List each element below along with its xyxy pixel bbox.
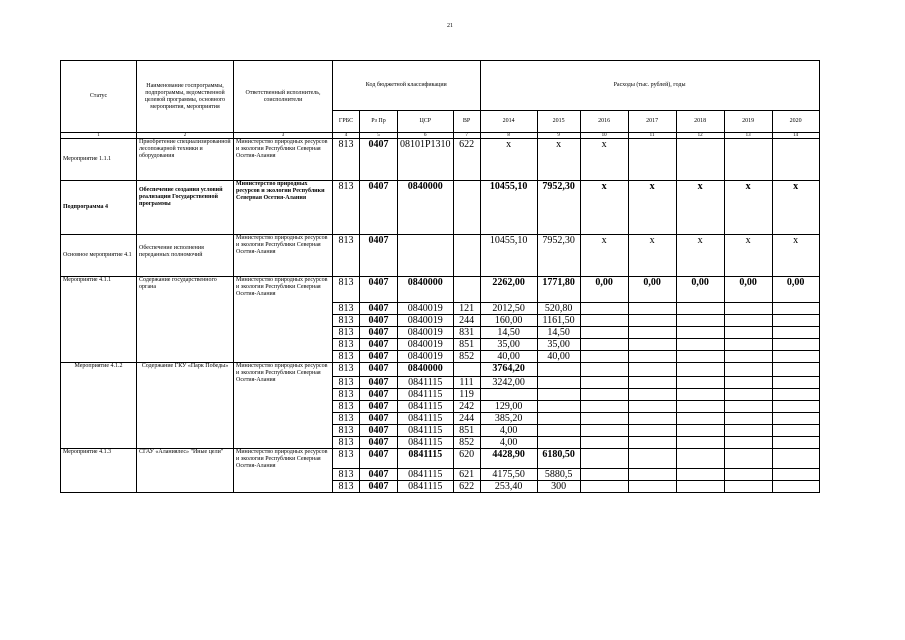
- cell-csr: 0841115: [398, 401, 454, 413]
- cell-expense: [580, 363, 628, 377]
- cell-expense: [724, 469, 772, 481]
- table-row: [61, 235, 820, 277]
- cell-expense: 35,00: [537, 339, 580, 351]
- header-expenses: Расходы (тыс. рублей), годы: [480, 61, 819, 111]
- row-name: Содержание государственного органа: [137, 277, 234, 363]
- cell-expense: [772, 363, 819, 377]
- cell-expense: [772, 339, 819, 351]
- cell-expense: [772, 401, 819, 413]
- cell-expense: х: [628, 181, 676, 235]
- table-row: [61, 181, 820, 235]
- row-executor: Министерство природных ресурсов и экологии Республики Северная Осетия-Алания: [234, 449, 333, 493]
- cell-expense: [537, 363, 580, 377]
- cell-expense: [580, 469, 628, 481]
- cell-expense: 7952,30: [537, 235, 580, 277]
- cell-vr: [453, 363, 480, 377]
- cell-expense: [724, 363, 772, 377]
- cell-grbs: 813: [333, 363, 360, 377]
- row-executor: Министерство природных ресурсов и экологии Республики Северная Осетия-Алания: [234, 235, 333, 277]
- cell-grbs: 813: [333, 449, 360, 469]
- row-name: СГАУ «Аланиялес» "Иные цели": [137, 449, 234, 493]
- header-year: 2016: [580, 111, 628, 133]
- header-executor: Ответственный исполнитель, соисполнители: [234, 61, 333, 133]
- cell-grbs: 813: [333, 437, 360, 449]
- cell-rzpr: 0407: [360, 351, 398, 363]
- cell-expense: [772, 413, 819, 425]
- row-executor: Министерство природных ресурсов и экологии Республики Северная Осетия-Алания: [234, 181, 333, 235]
- cell-expense: 300: [537, 481, 580, 493]
- cell-expense: 0,00: [628, 277, 676, 303]
- column-number: 8: [480, 133, 537, 139]
- cell-csr: 0840019: [398, 327, 454, 339]
- column-number: 1: [61, 133, 137, 139]
- cell-expense: х: [676, 235, 724, 277]
- cell-grbs: 813: [333, 389, 360, 401]
- cell-expense: [676, 413, 724, 425]
- cell-rzpr: 0407: [360, 449, 398, 469]
- cell-expense: [676, 425, 724, 437]
- cell-expense: 253,40: [480, 481, 537, 493]
- header-name: Наименование госпрограммы, подпрограммы, ведомственной целевой программы, основного мероприятия, мероприятия: [137, 61, 234, 133]
- cell-expense: [724, 377, 772, 389]
- column-number: 10: [580, 133, 628, 139]
- cell-expense: 129,00: [480, 401, 537, 413]
- header-status: Статус: [61, 61, 137, 133]
- cell-expense: [580, 389, 628, 401]
- column-number: 12: [676, 133, 724, 139]
- cell-expense: [724, 401, 772, 413]
- header-year: 2018: [676, 111, 724, 133]
- row-name: Содержание ГКУ «Парк Победы»: [137, 363, 234, 449]
- cell-expense: [628, 327, 676, 339]
- cell-expense: х: [772, 181, 819, 235]
- cell-expense: [772, 389, 819, 401]
- cell-expense: [676, 139, 724, 181]
- header-year: 2017: [628, 111, 676, 133]
- cell-vr: 622: [453, 139, 480, 181]
- cell-expense: [628, 351, 676, 363]
- cell-expense: 2012,50: [480, 303, 537, 315]
- cell-expense: [772, 377, 819, 389]
- table-row: [61, 139, 820, 181]
- cell-csr: 0840000: [398, 363, 454, 377]
- cell-expense: [628, 413, 676, 425]
- cell-expense: х: [724, 181, 772, 235]
- cell-expense: [676, 389, 724, 401]
- cell-expense: 4,00: [480, 425, 537, 437]
- cell-expense: [772, 351, 819, 363]
- cell-expense: [628, 389, 676, 401]
- cell-grbs: 813: [333, 235, 360, 277]
- cell-vr: 242: [453, 401, 480, 413]
- cell-expense: [537, 425, 580, 437]
- cell-grbs: 813: [333, 181, 360, 235]
- cell-rzpr: 0407: [360, 235, 398, 277]
- cell-csr: 0841115: [398, 469, 454, 481]
- cell-expense: [724, 449, 772, 469]
- cell-expense: 160,00: [480, 315, 537, 327]
- cell-vr: 831: [453, 327, 480, 339]
- header-vr: ВР: [453, 111, 480, 133]
- cell-grbs: 813: [333, 339, 360, 351]
- cell-expense: [676, 469, 724, 481]
- cell-csr: 0841115: [398, 413, 454, 425]
- table-row: [61, 277, 820, 303]
- cell-expense: [772, 425, 819, 437]
- cell-expense: х: [772, 235, 819, 277]
- cell-vr: 851: [453, 339, 480, 351]
- cell-rzpr: 0407: [360, 413, 398, 425]
- cell-expense: 2262,00: [480, 277, 537, 303]
- column-number: 6: [398, 133, 454, 139]
- cell-expense: х: [537, 139, 580, 181]
- row-status: Мероприятие 4.1.3: [61, 449, 137, 493]
- cell-vr: 622: [453, 481, 480, 493]
- cell-expense: [724, 327, 772, 339]
- cell-expense: [772, 315, 819, 327]
- cell-expense: [580, 425, 628, 437]
- cell-grbs: 813: [333, 315, 360, 327]
- row-status: Мероприятие 1.1.1: [61, 139, 137, 181]
- cell-grbs: 813: [333, 469, 360, 481]
- cell-expense: 0,00: [676, 277, 724, 303]
- cell-expense: [628, 425, 676, 437]
- column-number: 11: [628, 133, 676, 139]
- cell-expense: [628, 139, 676, 181]
- cell-expense: 1161,50: [537, 315, 580, 327]
- cell-expense: [628, 303, 676, 315]
- cell-rzpr: 0407: [360, 437, 398, 449]
- cell-expense: [772, 303, 819, 315]
- cell-expense: [537, 377, 580, 389]
- cell-grbs: 813: [333, 425, 360, 437]
- cell-rzpr: 0407: [360, 377, 398, 389]
- cell-expense: [580, 377, 628, 389]
- cell-expense: [628, 449, 676, 469]
- cell-grbs: 813: [333, 351, 360, 363]
- cell-csr: 0841115: [398, 481, 454, 493]
- row-executor: Министерство природных ресурсов и экологии Республики Северная Осетия-Алания: [234, 277, 333, 363]
- header-year: 2014: [480, 111, 537, 133]
- cell-expense: 14,50: [537, 327, 580, 339]
- header-rzpr: Рз Пр: [360, 111, 398, 133]
- table-row: [61, 449, 820, 469]
- cell-expense: [724, 481, 772, 493]
- cell-vr: 111: [453, 377, 480, 389]
- cell-vr: 244: [453, 315, 480, 327]
- cell-grbs: 813: [333, 277, 360, 303]
- cell-expense: 40,00: [537, 351, 580, 363]
- cell-expense: [724, 139, 772, 181]
- cell-csr: 0841115: [398, 449, 454, 469]
- cell-expense: 10455,10: [480, 235, 537, 277]
- cell-grbs: 813: [333, 139, 360, 181]
- cell-csr: 0840019: [398, 351, 454, 363]
- cell-expense: [724, 413, 772, 425]
- cell-csr: 0841115: [398, 425, 454, 437]
- cell-vr: 244: [453, 413, 480, 425]
- cell-expense: [628, 315, 676, 327]
- cell-expense: [676, 351, 724, 363]
- column-number: 3: [234, 133, 333, 139]
- cell-vr: 621: [453, 469, 480, 481]
- row-name: Обеспечение создания условий реализации Государственной программы: [137, 181, 234, 235]
- header-csr: ЦСР: [398, 111, 454, 133]
- cell-expense: [724, 389, 772, 401]
- cell-grbs: 813: [333, 401, 360, 413]
- column-number: 7: [453, 133, 480, 139]
- cell-expense: [480, 389, 537, 401]
- cell-expense: [676, 363, 724, 377]
- cell-expense: [676, 449, 724, 469]
- column-number: 13: [724, 133, 772, 139]
- cell-expense: [537, 389, 580, 401]
- cell-expense: 35,00: [480, 339, 537, 351]
- row-status: Мероприятие 4.1.2: [61, 363, 137, 449]
- cell-expense: 3242,00: [480, 377, 537, 389]
- cell-expense: [724, 303, 772, 315]
- cell-expense: [580, 401, 628, 413]
- cell-vr: 620: [453, 449, 480, 469]
- cell-rzpr: 0407: [360, 363, 398, 377]
- cell-expense: 6180,50: [537, 449, 580, 469]
- cell-expense: [724, 315, 772, 327]
- cell-expense: 10455,10: [480, 181, 537, 235]
- cell-expense: 0,00: [772, 277, 819, 303]
- page-number: 21: [447, 23, 453, 29]
- cell-expense: [772, 327, 819, 339]
- header-grbs: ГРБС: [333, 111, 360, 133]
- cell-rzpr: 0407: [360, 401, 398, 413]
- cell-expense: х: [580, 181, 628, 235]
- cell-expense: 0,00: [724, 277, 772, 303]
- cell-vr: 851: [453, 425, 480, 437]
- cell-rzpr: 0407: [360, 277, 398, 303]
- cell-expense: [537, 413, 580, 425]
- cell-expense: [580, 339, 628, 351]
- cell-grbs: 813: [333, 327, 360, 339]
- cell-csr: 08101Р1310: [398, 139, 454, 181]
- cell-expense: [676, 437, 724, 449]
- cell-expense: [676, 481, 724, 493]
- cell-vr: [453, 235, 480, 277]
- cell-expense: [628, 437, 676, 449]
- cell-expense: х: [676, 181, 724, 235]
- row-executor: Министерство природных ресурсов и экологии Республики Северная Осетия-Алания: [234, 363, 333, 449]
- cell-expense: [537, 401, 580, 413]
- column-number: 14: [772, 133, 819, 139]
- cell-expense: [537, 437, 580, 449]
- cell-grbs: 813: [333, 413, 360, 425]
- cell-csr: 0840000: [398, 277, 454, 303]
- column-number: 2: [137, 133, 234, 139]
- cell-expense: [772, 139, 819, 181]
- header-year: 2015: [537, 111, 580, 133]
- cell-vr: 121: [453, 303, 480, 315]
- cell-expense: [676, 315, 724, 327]
- cell-expense: [772, 469, 819, 481]
- row-name: Приобретение специализированной лесопожарной техники и оборудования: [137, 139, 234, 181]
- cell-csr: 0840000: [398, 181, 454, 235]
- cell-expense: [628, 339, 676, 351]
- cell-rzpr: 0407: [360, 339, 398, 351]
- cell-expense: [676, 303, 724, 315]
- cell-rzpr: 0407: [360, 139, 398, 181]
- cell-expense: х: [580, 235, 628, 277]
- cell-grbs: 813: [333, 303, 360, 315]
- cell-expense: [628, 469, 676, 481]
- cell-expense: 40,00: [480, 351, 537, 363]
- column-number: 5: [360, 133, 398, 139]
- cell-csr: [398, 235, 454, 277]
- cell-csr: 0840019: [398, 315, 454, 327]
- cell-expense: [724, 437, 772, 449]
- cell-expense: 14,50: [480, 327, 537, 339]
- cell-expense: [676, 339, 724, 351]
- table-row: [61, 363, 820, 377]
- cell-expense: 4,00: [480, 437, 537, 449]
- cell-csr: 0841115: [398, 389, 454, 401]
- cell-expense: [724, 425, 772, 437]
- cell-expense: [724, 351, 772, 363]
- cell-vr: 852: [453, 437, 480, 449]
- column-number: 9: [537, 133, 580, 139]
- cell-expense: [580, 351, 628, 363]
- cell-expense: 520,80: [537, 303, 580, 315]
- cell-expense: [580, 481, 628, 493]
- cell-rzpr: 0407: [360, 181, 398, 235]
- header-year: 2020: [772, 111, 819, 133]
- cell-rzpr: 0407: [360, 425, 398, 437]
- cell-expense: 385,20: [480, 413, 537, 425]
- cell-expense: [676, 327, 724, 339]
- cell-rzpr: 0407: [360, 469, 398, 481]
- cell-expense: [772, 481, 819, 493]
- row-status: Основное мероприятие 4.1: [61, 235, 137, 277]
- row-name: Обеспечение исполнения переданных полномочий: [137, 235, 234, 277]
- cell-grbs: 813: [333, 377, 360, 389]
- cell-expense: [772, 437, 819, 449]
- cell-expense: х: [580, 139, 628, 181]
- cell-expense: 1771,80: [537, 277, 580, 303]
- header-year: 2019: [724, 111, 772, 133]
- cell-expense: 4428,90: [480, 449, 537, 469]
- row-executor: Министерство природных ресурсов и экологии Республики Северная Осетия-Алания: [234, 139, 333, 181]
- expenses-table: [60, 60, 820, 493]
- row-status: Мероприятие 4.1.1: [61, 277, 137, 363]
- cell-vr: [453, 277, 480, 303]
- cell-expense: [580, 413, 628, 425]
- cell-expense: 0,00: [580, 277, 628, 303]
- cell-expense: [580, 327, 628, 339]
- cell-expense: [628, 481, 676, 493]
- cell-expense: [580, 437, 628, 449]
- row-status: Подпрограмма 4: [61, 181, 137, 235]
- cell-expense: 4175,50: [480, 469, 537, 481]
- cell-csr: 0841115: [398, 377, 454, 389]
- cell-grbs: 813: [333, 481, 360, 493]
- cell-expense: [580, 449, 628, 469]
- cell-vr: 852: [453, 351, 480, 363]
- cell-expense: 5880,5: [537, 469, 580, 481]
- cell-rzpr: 0407: [360, 327, 398, 339]
- cell-rzpr: 0407: [360, 389, 398, 401]
- cell-expense: х: [724, 235, 772, 277]
- cell-rzpr: 0407: [360, 315, 398, 327]
- cell-vr: 119: [453, 389, 480, 401]
- cell-expense: [580, 303, 628, 315]
- cell-csr: 0840019: [398, 339, 454, 351]
- cell-expense: х: [628, 235, 676, 277]
- cell-expense: [724, 339, 772, 351]
- header-budget-code: Код бюджетной классификации: [333, 61, 481, 111]
- cell-csr: 0841115: [398, 437, 454, 449]
- cell-expense: 7952,30: [537, 181, 580, 235]
- cell-expense: 3764,20: [480, 363, 537, 377]
- cell-expense: х: [480, 139, 537, 181]
- cell-csr: 0840019: [398, 303, 454, 315]
- cell-expense: [628, 363, 676, 377]
- cell-vr: [453, 181, 480, 235]
- cell-expense: [772, 449, 819, 469]
- column-number: 4: [333, 133, 360, 139]
- cell-expense: [676, 401, 724, 413]
- cell-rzpr: 0407: [360, 303, 398, 315]
- cell-rzpr: 0407: [360, 481, 398, 493]
- cell-expense: [676, 377, 724, 389]
- cell-expense: [628, 377, 676, 389]
- cell-expense: [580, 315, 628, 327]
- cell-expense: [628, 401, 676, 413]
